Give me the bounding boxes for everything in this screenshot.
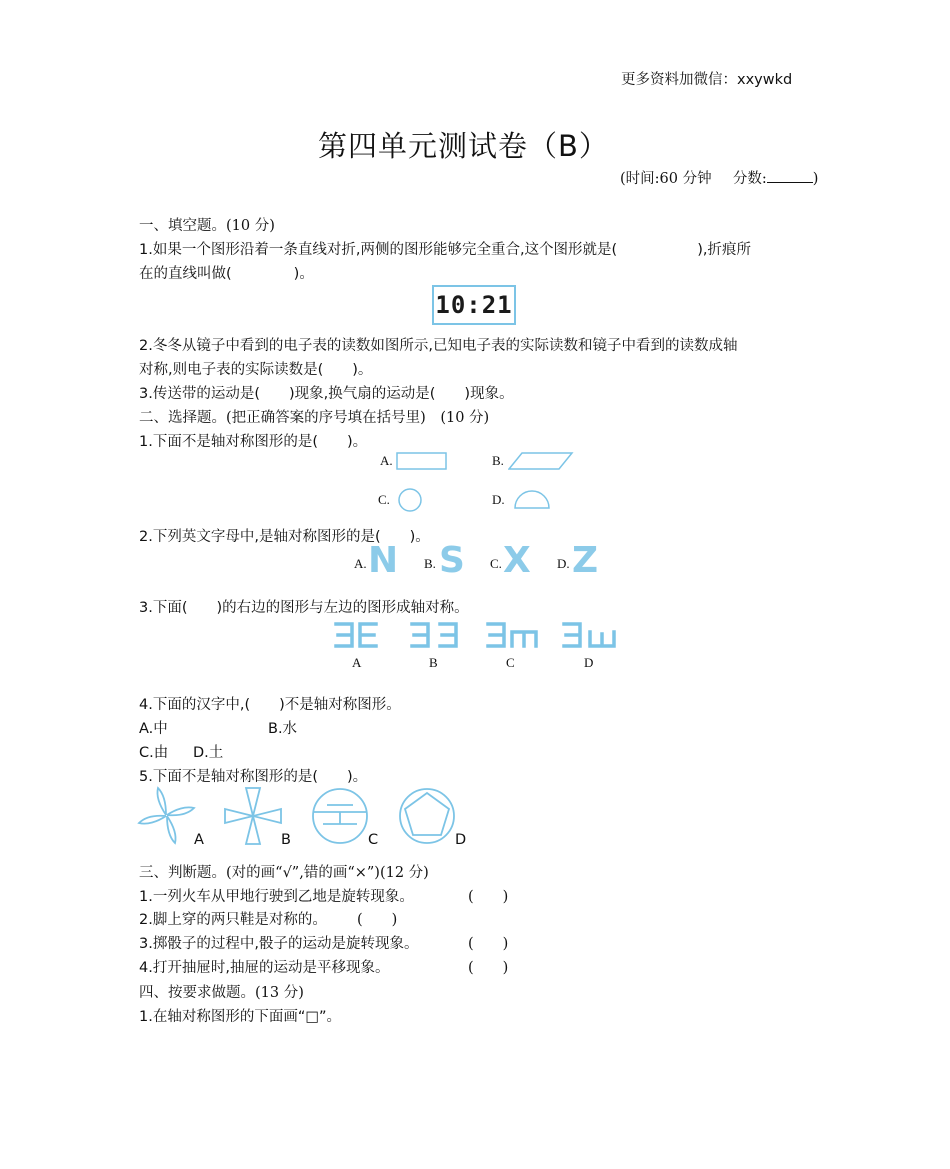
section-4-title: 四、按要求做题。 [139,985,255,1001]
exam-meta [620,168,818,189]
s2-q4-option-b: B.水 [268,721,298,737]
s2-q4-option-d: D.土 [193,745,224,761]
score-end: ) [812,171,819,187]
s4-q1: 1.在轴对称图形的下面画“□”。 [139,1009,342,1025]
mirror-figures [332,620,622,650]
s1-q2-line1: 2.冬冬从镜子中看到的电子表的读数如图所示,已知电子表的实际读数和镜子中看到的读数成轴 [139,338,738,354]
pinwheel-figure [136,786,198,846]
s1-q3: 3.传送带的运动是( )现象,换气扇的运动是( )现象。 [139,386,514,402]
s2-q1-option-b: B. [492,453,504,468]
s2-q3-label-c: C [506,655,515,670]
s1-q1-text2-end: )。 [293,266,314,282]
s2-q3-label-d: D [584,655,594,670]
s1-q2-line2: 对称,则电子表的实际读数是( )。 [139,362,373,378]
s2-q2-label-c: C. [490,556,502,571]
s3-item-1-blank[interactable]: ( ) [468,889,509,905]
clock-reading: 10:21 [435,291,513,319]
s1-q1-text2: 在的直线叫做( [139,266,232,282]
section-3-heading [139,863,429,883]
s2-q5-label-d: D [455,832,467,848]
section-1-title: 一、填空题。 [139,218,226,234]
mirror-clock-figure [432,285,516,325]
s2-q4-option-c: C.由 [139,745,169,761]
section-3-title: 三、判断题。 [139,865,226,881]
page-title: 第四单元测试卷（B） [318,129,609,163]
s2-q5-label-b: B [281,832,291,848]
letter-s: S [439,540,465,581]
s3-item-2-blank[interactable]: ( ) [357,912,398,928]
letter-n: N [368,540,399,581]
s2-q5-label-c: C [368,832,379,848]
pentagon-circle-figure [396,786,458,846]
s3-item-2: 2.脚上穿的两只鞋是对称的。 [139,912,327,928]
s2-q1: 1.下面不是轴对称图形的是( )。 [139,434,368,450]
s2-q2-label-a: A. [354,556,367,571]
section-4-points: (13 分) [255,985,304,1001]
letter-x: X [503,540,531,581]
s2-q5: 5.下面不是轴对称图形的是( )。 [139,769,368,785]
circle-shape [397,487,423,513]
s2-q3: 3.下面( )的右边的图形与左边的图形成轴对称。 [139,600,469,616]
section-4-heading [139,983,304,1003]
s2-q2: 2.下列英文字母中,是轴对称图形的是( )。 [139,529,430,545]
section-2-heading [139,408,489,428]
s1-q1-line1 [139,240,751,260]
s3-item-4-blank[interactable]: ( ) [468,960,509,976]
s3-item-4: 4.打开抽屉时,抽屉的运动是平移现象。 [139,960,390,976]
s1-q1-line2 [139,264,314,284]
s2-q2-label-b: B. [424,556,436,571]
section-3-note: (对的画“√”,错的画“×”)(12 分) [226,865,429,881]
s2-q1-option-a: A. [380,453,393,468]
s2-q3-label-a: A [352,655,362,670]
s2-q3-label-b: B [429,655,438,670]
section-2-note: (把正确答案的序号填在括号里) (10 分) [226,410,490,426]
rectangle-shape [396,451,448,471]
symbol-circle-figure [309,786,371,846]
s3-item-3: 3.掷骰子的过程中,骰子的运动是旋转现象。 [139,936,419,952]
s2-q4: 4.下面的汉字中,( )不是轴对称图形。 [139,697,401,713]
parallelogram-shape [508,451,574,471]
s2-q1-option-d: D. [492,492,505,507]
s1-q1-text: 1.如果一个图形沿着一条直线对折,两侧的图形能够完全重合,这个图形就是( [139,242,618,258]
s2-q1-option-c: C. [378,492,390,507]
header-note: 更多资料加微信：xxywkd [621,72,793,88]
s2-q4-option-a: A.中 [139,721,168,737]
s3-item-3-blank[interactable]: ( ) [468,936,509,952]
s2-q2-label-d: D. [557,556,570,571]
letter-z: Z [572,540,599,581]
s3-item-1: 1.一列火车从甲地行驶到乙地是旋转现象。 [139,889,414,905]
section-1-points: (10 分) [226,218,275,234]
s1-q1-text-end: ),折痕所 [697,242,751,258]
score-label: 分数: [732,171,767,187]
section-1-heading [139,216,275,236]
score-blank[interactable] [767,168,813,183]
fan-figure [222,786,284,846]
section-2-title: 二、选择题。 [139,410,226,426]
s2-q5-label-a: A [194,832,204,848]
time-label: (时间:60 分钟 [620,171,712,187]
semicircle-shape [513,488,551,510]
